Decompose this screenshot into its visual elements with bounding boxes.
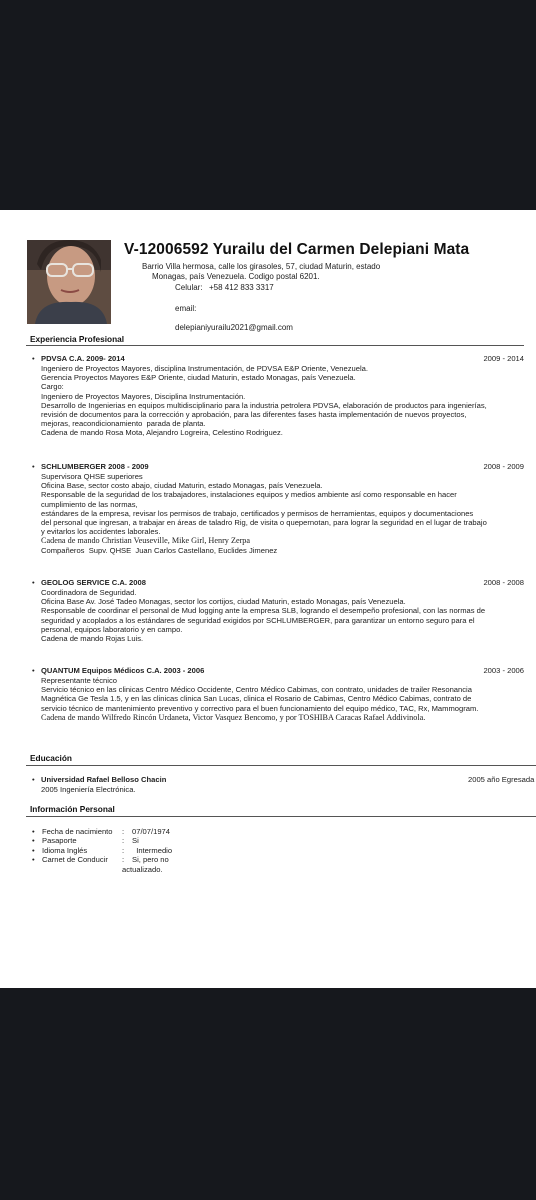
experience-title: PDVSA C.A. 2009- 2014 <box>41 354 125 363</box>
section-divider <box>26 765 536 766</box>
personal-key: Carnet de Conducir <box>42 855 108 865</box>
experience-line: estándares de la empresa, revisar los permisos de trabajo, certificados y permisos de herramientas, equipos y documentaciones <box>41 508 474 518</box>
experience-title: SCHLUMBERGER 2008 - 2009 <box>41 462 149 471</box>
address-line-1: Barrio Villa hermosa, calle los girasoles, 57, ciudad Maturin, estado <box>142 262 381 271</box>
education-title: Universidad Rafael Belloso Chacin <box>41 775 167 784</box>
experience-line: Magnética Ge Tesla 1.5, y en las clinicas clinica San Lucas, clinica el Rosario de Cabimas, Centro Médico Cabimas, contrato de <box>41 694 472 704</box>
experience-dates: 2003 - 2006 <box>483 666 524 675</box>
experience-line: Representante técnico <box>41 676 117 685</box>
bullet: • <box>32 666 35 675</box>
experience-line: Ingeniero de Proyectos Mayores, disciplina Instrumentación, de PDVSA E&P Oriente, Venezuela. <box>41 364 368 373</box>
address <box>142 262 432 282</box>
phone-label: Celular: <box>175 283 203 292</box>
experience-line: Gerencia Proyectos Mayores E&P Oriente, ciudad Maturin, estado Monagas, país Venezuela. <box>41 373 356 383</box>
bullet: • <box>32 855 35 865</box>
experience-line: Desarrollo de Ingenierias en equipos multidisciplinario para la industria petrolera PDVSA, elaboración de productos para ingenierías, <box>41 400 487 410</box>
bullet: • <box>32 845 35 855</box>
personal-value: Si <box>132 836 139 846</box>
experience-line: Cargo: <box>41 382 64 392</box>
experience-dates: 2008 - 2009 <box>483 462 524 471</box>
bullet: • <box>32 827 35 836</box>
experience-line: Cadena de mando Wilfredo Rincón Urdaneta, Victor Vasquez Bencomo, y por TOSHIBA Caracas Rafael Addivinola. <box>41 712 426 722</box>
experience-line: seguridad y acoplados a los estándares de seguridad exigidos por SCHLUMBERGER, para garantizar un entorno seguro para el <box>41 615 475 625</box>
experience-dates: 2008 - 2008 <box>483 578 524 587</box>
education-degree: 2005 Ingeniería Electrónica. <box>41 785 136 794</box>
section-divider <box>26 816 536 817</box>
email-value[interactable]: delepianiyurailu2021@gmail.com <box>175 323 293 332</box>
phone-value: +58 412 833 3317 <box>209 283 274 292</box>
experience-line: del personal que ingresan, a trabajar en áreas de taladro Rig, de visita o quepernotan, para lograr la seguridad en el lugar de trabajo <box>41 518 487 528</box>
bullet: • <box>32 775 35 784</box>
experience-line: Cadena de mando Rosa Mota, Alejandro Logreira, Celestino Rodriguez. <box>41 428 283 438</box>
personal-key: Idioma Inglés <box>42 845 88 855</box>
experience-line: mejoras, reacondicionamiento parada de planta. <box>41 419 206 429</box>
experience-line: servicio técnico de mantenimiento preventivo y correctivo para el buen funcionamiento del equipo médico, TAC, Rx, Mammogram. <box>41 703 479 713</box>
profile-photo <box>27 240 111 324</box>
section-experience-title: Experiencia Profesional <box>30 334 125 344</box>
experience-line: Coordinadora de Seguridad. <box>41 588 137 597</box>
bullet: • <box>32 354 35 363</box>
personal-key: Fecha de nacimiento <box>42 827 113 836</box>
personal-value: actualizado. <box>122 864 163 874</box>
personal-value: 07/07/1974 <box>132 827 171 836</box>
section-divider <box>26 345 524 346</box>
bullet: • <box>32 578 35 587</box>
separator: : <box>122 855 125 865</box>
experience-title: QUANTUM Equipos Médicos C.A. 2003 - 2006 <box>41 666 205 675</box>
address-line-2: Monagas, país Venezuela. Codigo postal 6201. <box>152 272 320 281</box>
experience-entry <box>32 578 524 643</box>
section-education-title: Educación <box>30 753 72 763</box>
experience-line: Responsable de la seguridad de los trabajadores, instalaciones equipos y medios ambiente así como responsable en hacer <box>41 490 457 500</box>
resume-page <box>0 210 536 988</box>
profile-photo-image <box>27 240 111 324</box>
bullet: • <box>32 836 35 846</box>
experience-line: y evitarlos los accidentes laborales. <box>41 527 161 537</box>
experience-line: Oficina Base, sector costo abajo, ciudad Maturin, estado Monagas, país Venezuela. <box>41 481 323 491</box>
email-label: email: <box>175 304 197 313</box>
personal-key: Pasaporte <box>42 836 77 846</box>
experience-line: personal, equipos laboratorio y en campo. <box>41 624 183 634</box>
experience-line: revisión de documentos para la corrección y aprobación, para las diferentes fases hasta implementación de nuevos proyectos, <box>41 410 467 420</box>
experience-line: cumplimiento de las normas, <box>41 499 138 509</box>
bullet: • <box>32 462 35 471</box>
experience-line: Cadena de mando Rojas Luis. <box>41 634 144 644</box>
experience-title: GEOLOG SERVICE C.A. 2008 <box>41 578 146 587</box>
experience-entry <box>32 462 524 555</box>
candidate-name: V-12006592 Yurailu del Carmen Delepiani Mata <box>124 241 470 258</box>
separator: : <box>122 845 125 855</box>
experience-line: Servicio técnico en las clinicas Centro Médico Occidente, Centro Médico Cabimas, con contrato, unidades de trailer Resonancia <box>41 685 472 695</box>
education-dates: 2005 año Egresada <box>468 775 535 784</box>
experience-dates: 2009 - 2014 <box>483 354 524 363</box>
separator: : <box>122 836 125 846</box>
experience-entry <box>32 354 524 438</box>
experience-entry <box>32 666 524 722</box>
personal-value: Intermedio <box>132 845 173 855</box>
experience-line: Ingeniero de Proyectos Mayores, Disciplina Instrumentación. <box>41 391 246 401</box>
experience-line: Compañeros Supv. QHSE Juan Carlos Castellano, Euclides Jimenez <box>41 545 278 555</box>
experience-line: Responsable de coordinar el personal de Mud logging ante la empresa SLB, logrando el desempeño profesional, con las normas de <box>41 606 486 616</box>
experience-line: Supervisora QHSE superiores <box>41 472 143 481</box>
experience-line: Cadena de mando Christian Veuseville, Mike Girl, Henry Zerpa <box>41 536 251 546</box>
separator: : <box>122 827 125 836</box>
experience-line: Oficina Base Av. José Tadeo Monagas, sector los cortijos, ciudad Maturin, estado Monagas, país Venezuela. <box>41 597 406 607</box>
personal-value: Si, pero no <box>132 855 169 865</box>
section-personal-title: Información Personal <box>30 804 115 814</box>
